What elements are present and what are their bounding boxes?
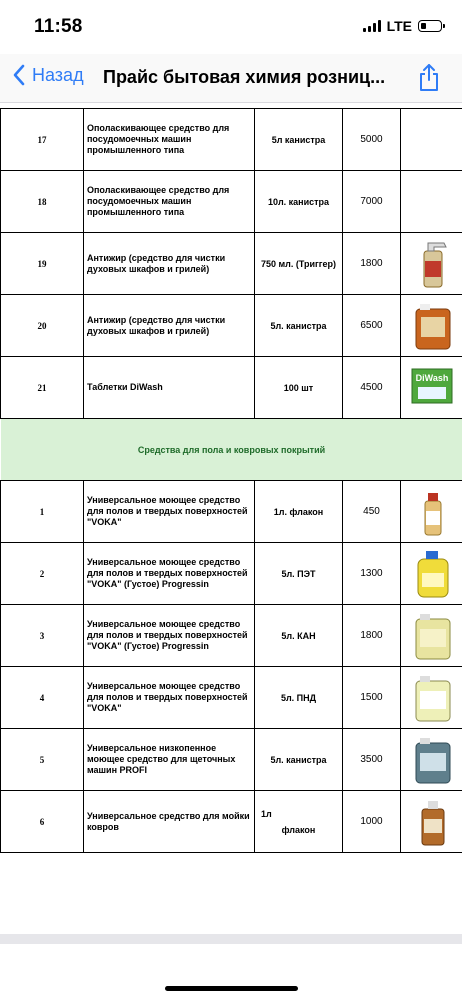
product-name: Ополаскивающее средство для посудомоечных машин промышленного типа bbox=[84, 171, 255, 233]
price-cell: 1500 bbox=[343, 667, 401, 729]
table-row bbox=[1, 543, 462, 605]
price-cell: 450 bbox=[343, 481, 401, 543]
table-row bbox=[1, 171, 462, 233]
price-cell: 4500 bbox=[343, 357, 401, 419]
table-row bbox=[1, 357, 462, 419]
package-cell: 10л. канистра bbox=[255, 171, 343, 233]
product-name: Универсальное моющее средство для полов и твердых поверхностей "VOKA" (Густое) Progressin bbox=[84, 605, 255, 667]
canister-blue-image bbox=[410, 777, 454, 787]
product-image-cell bbox=[401, 357, 462, 419]
back-button[interactable] bbox=[12, 64, 84, 86]
row-number: 20 bbox=[1, 295, 84, 357]
package-line-2: флакон bbox=[281, 824, 316, 835]
table-row bbox=[1, 481, 462, 543]
svg-text:DiWash: DiWash bbox=[415, 372, 448, 383]
product-name: Антижир (средство для чистки духовых шкафов и грилей) bbox=[84, 295, 255, 357]
page-title: Прайс бытовая химия розниц... bbox=[103, 67, 386, 87]
bottom-divider bbox=[0, 934, 462, 944]
chevron-left-icon bbox=[12, 64, 26, 86]
navigation-bar bbox=[0, 54, 462, 103]
product-image-cell bbox=[401, 109, 462, 171]
package-cell: 5л. канистра bbox=[255, 729, 343, 791]
row-number: 21 bbox=[1, 357, 84, 419]
price-table bbox=[0, 108, 462, 853]
bottle-brown-image bbox=[410, 839, 454, 849]
diwash-box-image bbox=[410, 372, 454, 415]
row-number: 6 bbox=[1, 791, 84, 853]
package-cell: 100 шт bbox=[255, 357, 343, 419]
status-bar bbox=[0, 0, 462, 54]
price-cell: 5000 bbox=[343, 109, 401, 171]
canister-brown-image bbox=[410, 343, 454, 353]
product-name: Универсальное моющее средство для полов и твердых поверхностей "VOKA" bbox=[84, 667, 255, 729]
row-number: 1 bbox=[1, 481, 84, 543]
package-cell: 5л канистра bbox=[255, 109, 343, 171]
product-name: Универсальное средство для мойки ковров bbox=[84, 791, 255, 853]
product-image-cell bbox=[401, 171, 462, 233]
battery-icon bbox=[418, 20, 442, 32]
product-image-cell bbox=[401, 605, 462, 667]
price-cell: 1000 bbox=[343, 791, 401, 853]
row-number: 17 bbox=[1, 109, 84, 171]
package-cell bbox=[255, 791, 343, 853]
product-image-cell bbox=[401, 481, 462, 543]
product-image-cell bbox=[401, 729, 462, 791]
table-row bbox=[1, 605, 462, 667]
product-name: Универсальное моющее средство для полов и твердых поверхностей "VOKA" (Густое) Progressin bbox=[84, 543, 255, 605]
product-image-cell bbox=[401, 233, 462, 295]
price-cell: 3500 bbox=[343, 729, 401, 791]
row-number: 19 bbox=[1, 233, 84, 295]
section-header-row bbox=[1, 419, 462, 481]
product-name: Универсальное моющее средство для полов и твердых поверхностей "VOKA" bbox=[84, 481, 255, 543]
package-cell: 5л. ПНД bbox=[255, 667, 343, 729]
row-number: 3 bbox=[1, 605, 84, 667]
row-number: 4 bbox=[1, 667, 84, 729]
network-label: LTE bbox=[386, 18, 412, 34]
canister-yellow-image bbox=[410, 653, 454, 663]
product-name: Таблетки DiWash bbox=[84, 357, 255, 419]
spray-bottle-image bbox=[410, 281, 454, 291]
product-name: Универсальное низкопенное моющее средство для щеточных машин PROFI bbox=[84, 729, 255, 791]
status-indicators bbox=[363, 18, 442, 34]
package-cell: 5л. канистра bbox=[255, 295, 343, 357]
price-cell: 1300 bbox=[343, 543, 401, 605]
bottle-small-image bbox=[410, 529, 454, 539]
product-name: Ополаскивающее средство для посудомоечных машин промышленного типа bbox=[84, 109, 255, 171]
price-cell: 1800 bbox=[343, 233, 401, 295]
package-cell: 750 мл. (Триггер) bbox=[255, 233, 343, 295]
product-image-cell bbox=[401, 667, 462, 729]
home-indicator[interactable] bbox=[165, 986, 298, 991]
product-image-cell bbox=[401, 295, 462, 357]
row-number: 5 bbox=[1, 729, 84, 791]
package-cell: 1л. флакон bbox=[255, 481, 343, 543]
back-label: Назад bbox=[32, 64, 84, 85]
table-row bbox=[1, 791, 462, 853]
table-row bbox=[1, 729, 462, 791]
price-cell: 6500 bbox=[343, 295, 401, 357]
package-cell: 5л. КАН bbox=[255, 605, 343, 667]
price-cell: 7000 bbox=[343, 171, 401, 233]
signal-icon bbox=[363, 20, 381, 32]
canister-lightyellow-image bbox=[410, 715, 454, 725]
product-image-cell bbox=[401, 543, 462, 605]
row-number: 2 bbox=[1, 543, 84, 605]
product-name: Антижир (средство для чистки духовых шкафов и грилей) bbox=[84, 233, 255, 295]
package-line-1: 1л bbox=[261, 808, 272, 819]
price-cell: 1800 bbox=[343, 605, 401, 667]
status-time: 11:58 bbox=[34, 16, 83, 37]
product-image-cell bbox=[401, 791, 462, 853]
pet-yellow-image bbox=[410, 591, 454, 601]
section-title: Средства для пола и ковровых покрытий bbox=[1, 419, 462, 481]
table-row bbox=[1, 295, 462, 357]
package-cell: 5л. ПЭТ bbox=[255, 543, 343, 605]
row-number: 18 bbox=[1, 171, 84, 233]
table-row bbox=[1, 667, 462, 729]
table-row bbox=[1, 233, 462, 295]
table-row bbox=[1, 109, 462, 171]
share-icon[interactable] bbox=[416, 62, 442, 92]
